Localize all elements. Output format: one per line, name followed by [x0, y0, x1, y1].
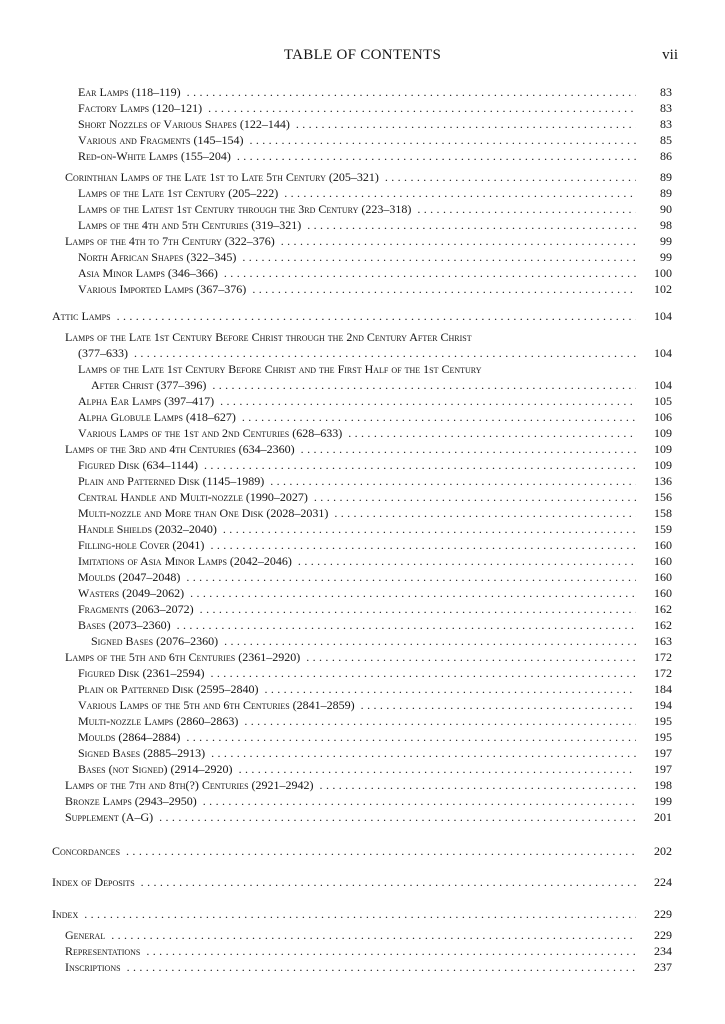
toc-entry-page: 156: [654, 490, 672, 504]
toc-entry-page: 162: [654, 602, 672, 616]
toc-entry-page: 195: [654, 714, 672, 728]
toc-entry-title: Handle Shields (2032–2040): [78, 522, 217, 536]
toc-entry-title: Lamps of the 3rd and 4th Centuries (634–2360): [65, 442, 295, 456]
toc-entry: [78, 521, 672, 537]
toc-entry: [78, 537, 672, 553]
toc-entry-title: Index of Deposits: [52, 875, 135, 889]
leader-dots: [190, 585, 636, 601]
leader-dots: [361, 697, 636, 713]
toc-entry: [78, 409, 672, 425]
toc-entry-page: 89: [660, 186, 672, 200]
leader-dots: [249, 132, 636, 148]
page-title: TABLE OF CONTENTS: [283, 47, 442, 63]
leader-dots: [385, 169, 636, 185]
toc-entry: [78, 569, 672, 585]
toc-entry-title: Attic Lamps: [52, 309, 111, 323]
toc-entry-title: After Christ (377–396): [91, 378, 207, 392]
toc-entry-page: 160: [654, 570, 672, 584]
toc-entry: [78, 473, 672, 489]
toc-entry-title: Lamps of the 4th and 5th Centuries (319–321): [78, 218, 302, 232]
leader-dots: [224, 633, 636, 649]
leader-dots: [186, 729, 636, 745]
toc-entry-title: Multi-nozzle and More than One Disk (2028–2031): [78, 506, 329, 520]
leader-dots: [208, 100, 636, 116]
toc-entry-title: Bronze Lamps (2943–2950): [65, 794, 197, 808]
toc-entry-title: Plain or Patterned Disk (2595–2840): [78, 682, 259, 696]
leader-dots: [334, 505, 636, 521]
leader-dots: [320, 777, 636, 793]
toc-entry-title: Lamps of the Late 1st Century Before Christ and the First Half of the 1st Century: [78, 362, 482, 376]
leader-dots: [84, 906, 636, 922]
toc-entry-title: Alpha Ear Lamps (397–417): [78, 394, 215, 408]
toc-entry-title: Central Handle and Multi-nozzle (1990–2027): [78, 490, 308, 504]
toc-entry-page: 104: [654, 309, 672, 323]
toc-entry-page: 99: [660, 250, 672, 264]
toc-entry-page: 172: [654, 650, 672, 664]
toc-entry-title: Imitations of Asia Minor Lamps (2042–2046): [78, 554, 292, 568]
leader-dots: [111, 927, 636, 943]
toc-entry: [65, 793, 672, 809]
toc-entry-title: Supplement (A–G): [65, 810, 154, 824]
leader-dots: [117, 308, 636, 324]
leader-dots: [298, 553, 636, 569]
toc-entry-title: Factory Lamps (120–121): [78, 101, 203, 115]
toc-entry: [65, 441, 672, 457]
toc-entry-title: (377–633): [78, 346, 128, 360]
leader-dots: [264, 681, 636, 697]
toc-entry-title: Lamps of the Late 1st Century (205–222): [78, 186, 279, 200]
leader-dots: [242, 249, 636, 265]
toc-entry-title: Filling-hole Cover (2041): [78, 538, 205, 552]
leader-dots: [307, 217, 636, 233]
toc-entry: [78, 489, 672, 505]
toc-entry-page: 229: [654, 928, 672, 942]
toc-entry-page: 197: [654, 762, 672, 776]
toc-entry-page: 159: [654, 522, 672, 536]
leader-dots: [186, 569, 636, 585]
toc-entry: [65, 649, 672, 665]
toc-entry: [78, 665, 672, 681]
toc-entry-title: Lamps of the Latest 1st Century through the 3rd Century (223–318): [78, 202, 412, 216]
toc-entry: [78, 249, 672, 265]
toc-entry: [78, 425, 672, 441]
leader-dots: [141, 874, 636, 890]
toc-entry: [65, 329, 672, 345]
toc-entry: [78, 217, 672, 233]
toc-entry: [78, 84, 672, 100]
toc-entry-page: 234: [654, 944, 672, 958]
leader-dots: [211, 745, 636, 761]
leader-dots: [244, 713, 636, 729]
leader-dots: [306, 649, 636, 665]
leader-dots: [284, 185, 636, 201]
toc-entry: [65, 233, 672, 249]
toc-entry: [78, 617, 672, 633]
toc-entry-page: 202: [654, 844, 672, 858]
toc-entry-title: Ear Lamps (118–119): [78, 85, 181, 99]
leader-dots: [281, 233, 636, 249]
leader-dots: [126, 843, 636, 859]
leader-dots: [204, 457, 636, 473]
toc-entry-page: 184: [654, 682, 672, 696]
toc-entry-page: 83: [660, 117, 672, 131]
toc-entry-title: Lamps of the 5th and 6th Centuries (2361–2920): [65, 650, 301, 664]
leader-dots: [301, 441, 636, 457]
toc-entry-page: 237: [654, 960, 672, 974]
toc-entry: [91, 377, 672, 393]
toc-entry-title: Various Lamps of the 1st and 2nd Centuries (628–633): [78, 426, 343, 440]
toc-entry: [78, 601, 672, 617]
toc-entry-title: Various Lamps of the 5th and 6th Centuries (2841–2859): [78, 698, 355, 712]
leader-dots: [210, 537, 636, 553]
toc-entry-page: 195: [654, 730, 672, 744]
toc-entry-title: Corinthian Lamps of the Late 1st to Late 5th Century (205–321): [65, 170, 379, 184]
toc-entry-page: 158: [654, 506, 672, 520]
toc-entry-title: Alpha Globule Lamps (418–627): [78, 410, 236, 424]
leader-dots: [127, 959, 636, 975]
toc-entry: [78, 361, 672, 377]
leader-dots: [210, 665, 636, 681]
toc-entry-title: Asia Minor Lamps (346–366): [78, 266, 218, 280]
toc-entry: [78, 745, 672, 761]
toc-entry-title: Fragments (2063–2072): [78, 602, 194, 616]
toc-entry: [78, 116, 672, 132]
toc-entry-page: 83: [660, 85, 672, 99]
toc-entry-page: 85: [660, 133, 672, 147]
toc-entry-page: 90: [660, 202, 672, 216]
leader-dots: [239, 761, 636, 777]
leader-dots: [203, 793, 636, 809]
toc-entry: [78, 393, 672, 409]
toc-entry: [52, 843, 672, 859]
toc-entry-page: 104: [654, 346, 672, 360]
toc-entry-page: 172: [654, 666, 672, 680]
page-number: vii: [662, 47, 678, 63]
leader-dots: [252, 281, 636, 297]
leader-dots: [146, 943, 636, 959]
toc-entry-page: 197: [654, 746, 672, 760]
toc-entry-title: Various and Fragments (145–154): [78, 133, 244, 147]
toc-entry-page: 163: [654, 634, 672, 648]
toc-entry: [78, 265, 672, 281]
toc-entry: [78, 729, 672, 745]
toc-entry-page: 99: [660, 234, 672, 248]
toc-entry-page: 160: [654, 586, 672, 600]
toc-entry-page: 160: [654, 538, 672, 552]
toc-entry: [65, 169, 672, 185]
leader-dots: [348, 425, 636, 441]
toc-entry-page: 194: [654, 698, 672, 712]
leader-dots: [237, 148, 636, 164]
leader-dots: [270, 473, 636, 489]
toc-entry: [91, 633, 672, 649]
leader-dots: [296, 116, 636, 132]
toc-entry-page: 98: [660, 218, 672, 232]
toc-entry: [65, 927, 672, 943]
toc-entry-page: 102: [654, 282, 672, 296]
toc-entry-title: Multi-nozzle Lamps (2860–2863): [78, 714, 239, 728]
toc-entry-title: Index: [52, 907, 79, 921]
toc-entry-page: 160: [654, 554, 672, 568]
toc-entry-title: Figured Disk (634–1144): [78, 458, 198, 472]
toc-entry-title: Signed Bases (2076–2360): [91, 634, 219, 648]
toc-entry: [78, 505, 672, 521]
leader-dots: [242, 409, 636, 425]
toc-entry-title: Figured Disk (2361–2594): [78, 666, 205, 680]
toc-entry-title: Red-on-White Lamps (155–204): [78, 149, 231, 163]
toc-entry-title: Lamps of the 4th to 7th Century (322–376): [65, 234, 275, 248]
toc-entry: [65, 777, 672, 793]
toc-entry-title: Wasters (2049–2062): [78, 586, 185, 600]
toc-entry: [78, 100, 672, 116]
toc-entry: [78, 185, 672, 201]
toc-entry-title: Various Imported Lamps (367–376): [78, 282, 247, 296]
toc-entry: [78, 681, 672, 697]
toc-entry-page: 162: [654, 618, 672, 632]
toc-entry: [78, 585, 672, 601]
toc-entry-title: Lamps of the 7th and 8th(?) Centuries (2921–2942): [65, 778, 314, 792]
toc-entry-title: Concordances: [52, 844, 121, 858]
toc-entry-title: Short Nozzles of Various Shapes (122–144): [78, 117, 290, 131]
toc-entry-title: Lamps of the Late 1st Century Before Christ through the 2nd Century After Christ: [65, 330, 472, 344]
toc-entry-title: Bases (not Signed) (2914–2920): [78, 762, 233, 776]
toc-entry: [78, 281, 672, 297]
toc-entry: [78, 345, 672, 361]
toc-entry-title: Moulds (2047–2048): [78, 570, 181, 584]
toc-entry: [78, 148, 672, 164]
toc-entry-page: 83: [660, 101, 672, 115]
toc-entry-page: 201: [654, 810, 672, 824]
toc-entry: [78, 761, 672, 777]
leader-dots: [220, 393, 636, 409]
leader-dots: [417, 201, 636, 217]
toc-entry-title: Inscriptions: [65, 960, 121, 974]
toc-entry-page: 89: [660, 170, 672, 184]
toc-entry-title: Moulds (2864–2884): [78, 730, 181, 744]
toc-entry-page: 86: [660, 149, 672, 163]
toc-entry-page: 199: [654, 794, 672, 808]
toc-entry-page: 109: [654, 458, 672, 472]
leader-dots: [177, 617, 636, 633]
toc-entry-title: General: [65, 928, 106, 942]
toc-entry: [65, 959, 672, 975]
toc-entry: [78, 697, 672, 713]
toc-entry: [78, 201, 672, 217]
toc-entry-page: 198: [654, 778, 672, 792]
toc-entry-page: 136: [654, 474, 672, 488]
toc-entry-title: Bases (2073–2360): [78, 618, 171, 632]
toc-entry: [78, 713, 672, 729]
toc-entry: [65, 809, 672, 825]
toc-entry-page: 109: [654, 442, 672, 456]
toc-entry-page: 100: [654, 266, 672, 280]
toc-entry: [78, 132, 672, 148]
leader-dots: [187, 84, 636, 100]
toc-entry-page: 104: [654, 378, 672, 392]
leader-dots: [223, 521, 636, 537]
toc-entry: [52, 874, 672, 890]
toc-entry-title: Representations: [65, 944, 141, 958]
toc-entry: [52, 308, 672, 324]
leader-dots: [212, 377, 636, 393]
toc-entry: [78, 457, 672, 473]
toc-entry: [52, 906, 672, 922]
toc-entry-title: Signed Bases (2885–2913): [78, 746, 206, 760]
toc-entry: [78, 553, 672, 569]
toc-entry-page: 105: [654, 394, 672, 408]
toc-entry-title: Plain and Patterned Disk (1145–1989): [78, 474, 265, 488]
toc-entry: [65, 943, 672, 959]
leader-dots: [314, 489, 636, 505]
leader-dots: [200, 601, 636, 617]
toc-entry-page: 224: [654, 875, 672, 889]
toc-entry-page: 109: [654, 426, 672, 440]
leader-dots: [134, 345, 636, 361]
leader-dots: [159, 809, 636, 825]
toc-entry-title: North African Shapes (322–345): [78, 250, 237, 264]
toc-entry-page: 229: [654, 907, 672, 921]
toc-entry-page: 106: [654, 410, 672, 424]
leader-dots: [224, 265, 636, 281]
